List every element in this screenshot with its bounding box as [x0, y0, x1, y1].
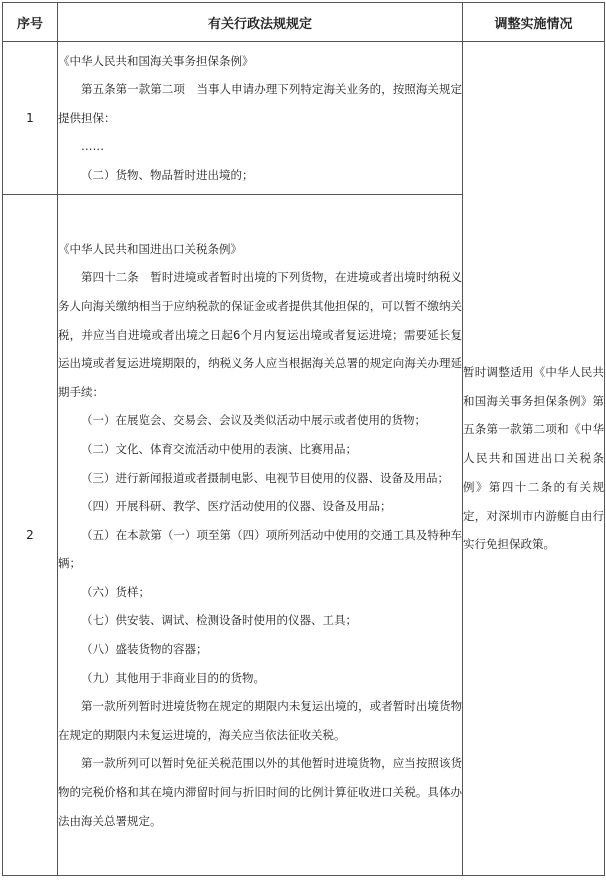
- row-number: 1: [3, 42, 58, 195]
- row-number: 2: [3, 195, 58, 876]
- table-row: [3, 42, 605, 195]
- regulation-item: （六）货样；: [81, 584, 150, 599]
- header-number: 序号: [3, 3, 58, 42]
- adjustment-text: 暂时调整适用《中华人民共和国海关事务担保条例》第五条第一款第二项和《中华人民共和国进出口关税条例》第四十二条的有关规定，对深圳市内游艇自由行实行免担保政策。: [463, 364, 604, 552]
- regulation-title: 《中华人民共和国进出口关税条例》: [58, 241, 242, 256]
- header-regulation: 有关行政法规规定: [58, 3, 463, 42]
- adjustment-cell: [463, 42, 605, 876]
- header-adjustment: 调整实施情况: [463, 3, 605, 42]
- regulation-item: （五）在本款第（一）项至第（四）项所列活动中使用的交通工具及特种车辆；: [58, 527, 462, 571]
- regulation-item: （一）在展览会、交易会、会议及类似活动中展示或者使用的货物；: [81, 413, 426, 428]
- regulation-item: （四）开展科研、教学、医疗活动使用的仪器、设备及用品；: [81, 499, 392, 514]
- regulation-title: 《中华人民共和国海关事务担保条例》: [58, 53, 254, 68]
- regulation-paragraph: 第五条第一款第二项 当事人申请办理下列特定海关业务的，按照海关规定提供担保：: [58, 82, 462, 125]
- regulation-cell: [58, 42, 463, 195]
- header-row: [3, 3, 605, 42]
- regulation-paragraph: 第一款所列可以暂时免征关税范围以外的其他暂时进境货物，应当按照该货物的完税价格和其在境内滞留时间与折旧时间的比例计算征收进口关税。具体办法由海关总署规定。: [58, 756, 462, 828]
- regulation-cell: [58, 195, 463, 876]
- regulation-item: （八）盛装货物的容器；: [81, 642, 208, 657]
- regulation-ellipsis: ……: [81, 139, 104, 154]
- regulation-paragraph: 第一款所列暂时进境货物在规定的期限内未复运出境的，或者暂时出境货物在规定的期限内未复运进境的，海关应当依法征收关税。: [58, 699, 462, 742]
- regulation-item: （七）供安装、调试、检测设备时使用的仪器、工具；: [81, 613, 357, 628]
- regulation-item: （二）货物、物品暂时进出境的；: [81, 167, 254, 182]
- regulation-item: （三）进行新闻报道或者摄制电影、电视节目使用的仪器、设备及用品；: [81, 470, 449, 485]
- regulation-table: [2, 2, 605, 876]
- regulation-item: （九）其他用于非商业目的的货物。: [81, 670, 265, 685]
- regulation-item: （二）文化、体育交流活动中使用的表演、比赛用品；: [81, 441, 357, 456]
- regulation-paragraph: 第四十二条 暂时进境或者暂时出境的下列货物，在进境或者出境时纳税义务人向海关缴纳相当于应纳税款的保证金或者提供其他担保的，可以暂不缴纳关税，并应当自进境或者出境之日起6个月内复运出境或者复运进境；需要延长复运出境或者复运进境期限的，纳税义务人应当根据海关总署的规定向海关办理延期手续：: [58, 270, 462, 399]
